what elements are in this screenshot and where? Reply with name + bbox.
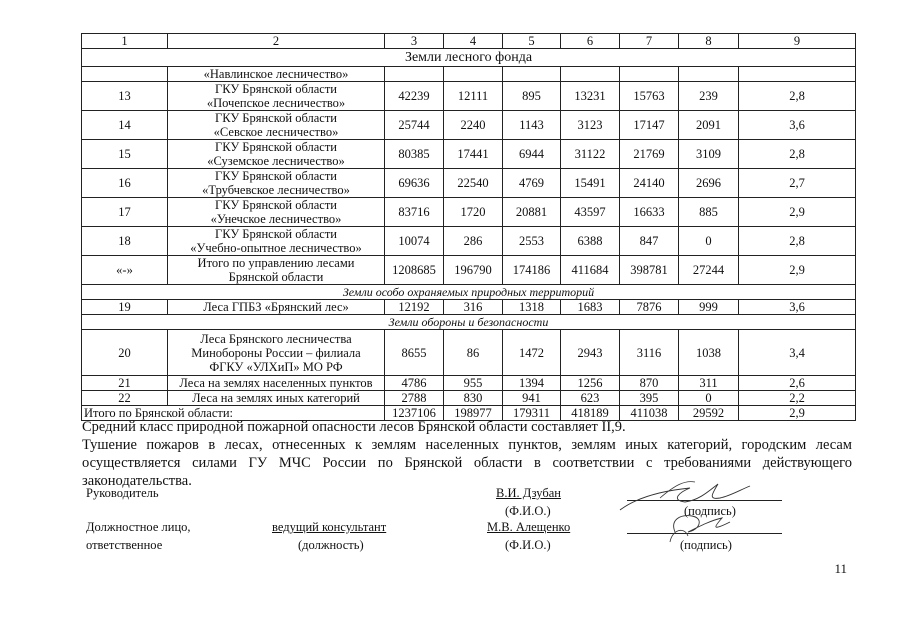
official-label: Должностное лицо, [86, 520, 191, 534]
page-number: 11 [834, 561, 847, 576]
cell: 22540 [444, 169, 503, 198]
cell: 83716 [385, 198, 444, 227]
cell: 24140 [620, 169, 679, 198]
cell: 1237106 [385, 406, 444, 421]
section-protected-areas: Земли особо охраняемых природных территорий [82, 285, 856, 300]
cell: 2,8 [739, 140, 856, 169]
cell: 3116 [620, 330, 679, 376]
cell: 830 [444, 391, 503, 406]
cell: 2,9 [739, 256, 856, 285]
cell: 15763 [620, 82, 679, 111]
cell: 2,8 [739, 227, 856, 256]
cell: 2,7 [739, 169, 856, 198]
cell: 999 [679, 300, 739, 315]
fio-label: (Ф.И.О.) [505, 504, 551, 518]
extinguish-paragraph: Тушение пожаров в лесах, отнесенных к землям населенных пунктов, землям иных категорий, городским лесам осуществляется силами ГУ МЧС России по Брянской области в соответствии с требованиями действующего законодательства. [82, 437, 852, 489]
row-name: ГКУ Брянской области «Унечское лесничество» [168, 198, 385, 227]
row-number: 18 [82, 227, 168, 256]
cell: 31122 [561, 140, 620, 169]
row-name: ГКУ Брянской области «Учебно-опытное лесничество» [168, 227, 385, 256]
cell: 196790 [444, 256, 503, 285]
row-number: 16 [82, 169, 168, 198]
cell: 895 [503, 82, 561, 111]
cell: 42239 [385, 82, 444, 111]
cell: 2240 [444, 111, 503, 140]
cell: 16633 [620, 198, 679, 227]
cell: 174186 [503, 256, 561, 285]
row-name: ГКУ Брянской области «Трубчевское лесничество» [168, 169, 385, 198]
cell: 10074 [385, 227, 444, 256]
table-row [82, 330, 856, 376]
table-row [82, 169, 856, 198]
cell: 29592 [679, 406, 739, 421]
cell: 6944 [503, 140, 561, 169]
head-label: Руководитель [86, 486, 159, 500]
fio-label-2: (Ф.И.О.) [505, 538, 551, 552]
handwritten-signatures [600, 470, 760, 550]
row-number: «-» [82, 256, 168, 285]
cell: 25744 [385, 111, 444, 140]
table-row [82, 140, 856, 169]
cell: 239 [679, 82, 739, 111]
cell: 179311 [503, 406, 561, 421]
cell: 955 [444, 376, 503, 391]
cell: 623 [561, 391, 620, 406]
cell: 1256 [561, 376, 620, 391]
cell: 17147 [620, 111, 679, 140]
cell: 12192 [385, 300, 444, 315]
header-cell: 4 [444, 34, 503, 49]
cell: 1394 [503, 376, 561, 391]
row-number: 14 [82, 111, 168, 140]
cell: 2696 [679, 169, 739, 198]
table-row [82, 300, 856, 315]
table-row [82, 111, 856, 140]
cell: 8655 [385, 330, 444, 376]
table-row [82, 227, 856, 256]
position-value: ведущий консультант [272, 520, 387, 534]
cell: 2788 [385, 391, 444, 406]
cell: 80385 [385, 140, 444, 169]
row-name: ГКУ Брянской области «Почепское лесничество» [168, 82, 385, 111]
row-name: Леса ГПБЗ «Брянский лес» [168, 300, 385, 315]
cell: 1143 [503, 111, 561, 140]
cell: 2553 [503, 227, 561, 256]
header-cell: 3 [385, 34, 444, 49]
cell: 0 [679, 391, 739, 406]
cell: 316 [444, 300, 503, 315]
cell: 2,9 [739, 406, 856, 421]
cell: 20881 [503, 198, 561, 227]
cell: 2,2 [739, 391, 856, 406]
table-row [82, 82, 856, 111]
header-cell: 2 [168, 34, 385, 49]
cell: 398781 [620, 256, 679, 285]
section-defense-lands: Земли обороны и безопасности [82, 315, 856, 330]
row-number: 17 [82, 198, 168, 227]
row-number: 21 [82, 376, 168, 391]
official-name: М.В. Алещенко [487, 520, 571, 534]
cell: 411038 [620, 406, 679, 421]
cell: 2091 [679, 111, 739, 140]
section-forest-fund: Земли лесного фонда [82, 49, 856, 67]
cell: 2,9 [739, 198, 856, 227]
cell: 15491 [561, 169, 620, 198]
head-name: В.И. Дзубан [496, 486, 561, 500]
official-label-2: ответственное [86, 538, 163, 552]
cell: 12111 [444, 82, 503, 111]
cell: 6388 [561, 227, 620, 256]
cell: 1318 [503, 300, 561, 315]
header-cell: 9 [739, 34, 856, 49]
cell: 311 [679, 376, 739, 391]
row-number: 15 [82, 140, 168, 169]
cell: 21769 [620, 140, 679, 169]
cell: 1038 [679, 330, 739, 376]
cell: 2943 [561, 330, 620, 376]
cell: 2,6 [739, 376, 856, 391]
cell: 2,8 [739, 82, 856, 111]
cell: 27244 [679, 256, 739, 285]
table-row [82, 198, 856, 227]
table-row [82, 376, 856, 391]
row-name: Леса Брянского лесничества Минобороны России – филиала ФГКУ «УЛХиП» МО РФ [168, 330, 385, 376]
row-number: 20 [82, 330, 168, 376]
cell: 885 [679, 198, 739, 227]
table-row [82, 391, 856, 406]
cell: 1472 [503, 330, 561, 376]
row-name: Леса на землях населенных пунктов [168, 376, 385, 391]
header-cell: 1 [82, 34, 168, 49]
cell: 198977 [444, 406, 503, 421]
row-name: ГКУ Брянской области «Севское лесничество» [168, 111, 385, 140]
cell: 4769 [503, 169, 561, 198]
row-name: ГКУ Брянской области «Суземское лесничество» [168, 140, 385, 169]
subtotal-row [82, 256, 856, 285]
cell: 395 [620, 391, 679, 406]
header-cell: 6 [561, 34, 620, 49]
cell: 418189 [561, 406, 620, 421]
cell: 4786 [385, 376, 444, 391]
header-row [82, 34, 856, 49]
row-number: 22 [82, 391, 168, 406]
cell: 1720 [444, 198, 503, 227]
row-name: Леса на землях иных категорий [168, 391, 385, 406]
cell: 13231 [561, 82, 620, 111]
cell: 286 [444, 227, 503, 256]
cell: 3,6 [739, 111, 856, 140]
cell: 870 [620, 376, 679, 391]
header-cell: 7 [620, 34, 679, 49]
cell: 1208685 [385, 256, 444, 285]
cell: 86 [444, 330, 503, 376]
cell: 941 [503, 391, 561, 406]
cell: 411684 [561, 256, 620, 285]
cell: 7876 [620, 300, 679, 315]
fire-danger-table [81, 33, 856, 421]
header-cell: 8 [679, 34, 739, 49]
avg-class-paragraph: Средний класс природной пожарной опасности лесов Брянской области составляет II,9. [82, 419, 626, 435]
position-label: (должность) [298, 538, 364, 552]
cell: 43597 [561, 198, 620, 227]
row-number: 19 [82, 300, 168, 315]
sign-label-2: (подпись) [680, 538, 732, 552]
cell: 3123 [561, 111, 620, 140]
cell: 1683 [561, 300, 620, 315]
total-label: Итого по Брянской области: [82, 406, 385, 421]
cell: 847 [620, 227, 679, 256]
header-cell: 5 [503, 34, 561, 49]
row-name: Итого по управлению лесами Брянской области [168, 256, 385, 285]
cell: 0 [679, 227, 739, 256]
cell: 3109 [679, 140, 739, 169]
cell: 69636 [385, 169, 444, 198]
cell: 3,4 [739, 330, 856, 376]
cell: 17441 [444, 140, 503, 169]
cell: 3,6 [739, 300, 856, 315]
row-number: 13 [82, 82, 168, 111]
row-name-continuation: «Навлинское лесничество» [168, 67, 385, 82]
sign-label: (подпись) [684, 504, 736, 518]
